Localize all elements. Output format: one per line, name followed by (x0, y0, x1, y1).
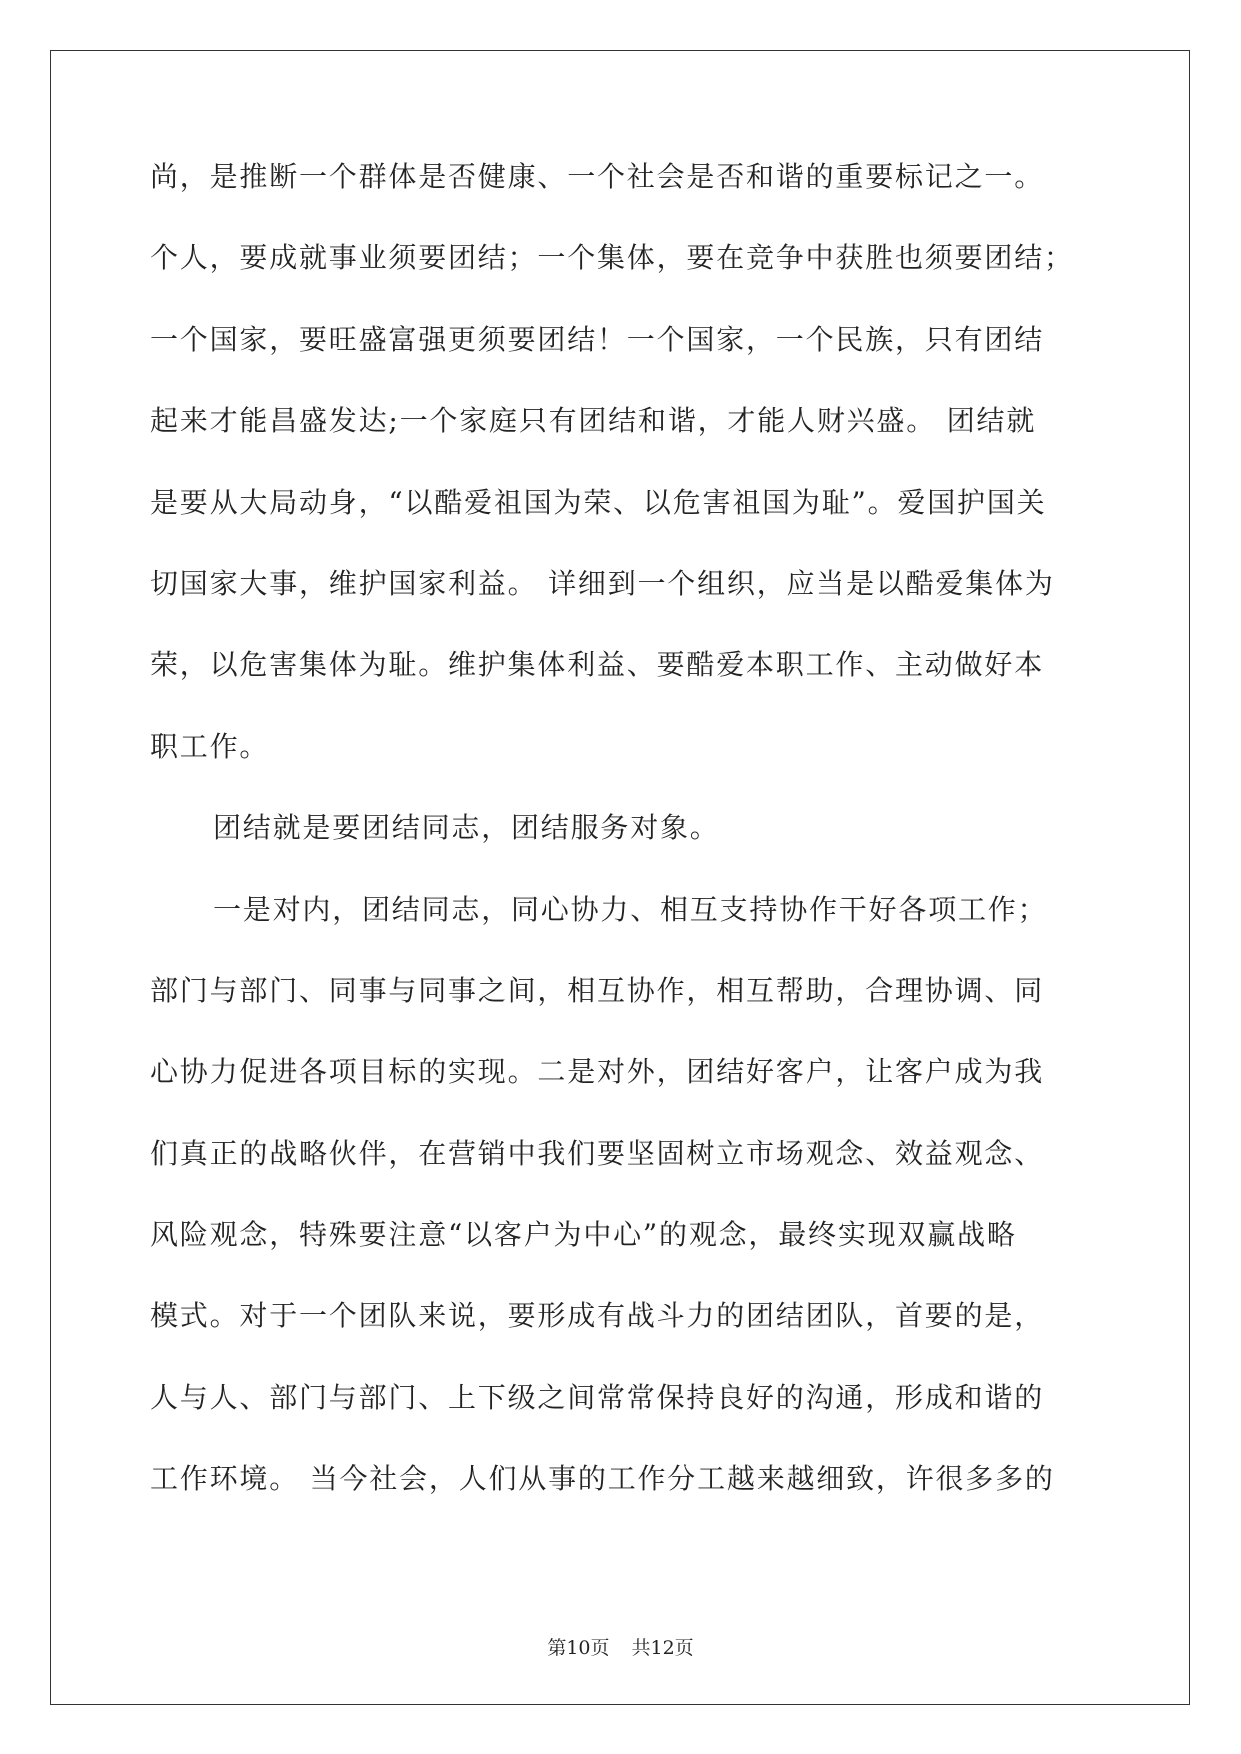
text-line: 人与人、部门与部门、上下级之间常常保持良好的沟通，形成和谐的 (150, 1380, 1045, 1414)
text-line: 起来才能昌盛发达;一个家庭只有团结和谐，才能人财兴盛。 团结就 (150, 404, 1037, 438)
text-line: 部门与部门、同事与同事之间，相互协作，相互帮助，合理协调、同 (150, 973, 1045, 1007)
page-number: 第10页 (547, 1637, 610, 1659)
text-line: 是要从大局动身，“以酷爱祖国为荣、以危害祖国为耻”。爱国护国关 (150, 485, 1047, 519)
text-line: 风险观念，特殊要注意“以客户为中心”的观念，最终实现双赢战略 (150, 1218, 1017, 1252)
text-line: 们真正的战略伙伴，在营销中我们要坚固树立市场观念、效益观念、 (150, 1136, 1045, 1170)
text-line: 职工作。 (150, 729, 270, 763)
text-line: 一是对内，团结同志，同心协力、相互支持协作干好各项工作； (213, 892, 1048, 926)
page-footer (0, 1633, 1241, 1660)
text-line: 荣，以危害集体为耻。维护集体利益、要酷爱本职工作、主动做好本 (150, 648, 1045, 682)
text-line: 切国家大事，维护国家利益。 详细到一个组织，应当是以酷爱集体为 (150, 566, 1055, 600)
text-line: 尚，是推断一个群体是否健康、一个社会是否和谐的重要标记之一。 (150, 160, 1045, 193)
text-line: 个人，要成就事业须要团结；一个集体，要在竞争中获胜也须要团结； (150, 241, 1074, 275)
text-line: 心协力促进各项目标的实现。二是对外，团结好客户，让客户成为我 (150, 1055, 1045, 1089)
text-line: 团结就是要团结同志，团结服务对象。 (213, 811, 720, 845)
document-body (150, 158, 1090, 1542)
text-line: 模式。对于一个团队来说，要形成有战斗力的团结团队，首要的是， (150, 1299, 1045, 1333)
page-total: 共12页 (631, 1637, 694, 1659)
text-line: 一个国家，要旺盛富强更须要团结！一个国家，一个民族，只有团结 (150, 322, 1045, 356)
text-line: 工作环境。 当今社会，人们从事的工作分工越来越细致，许很多多的 (150, 1462, 1055, 1496)
